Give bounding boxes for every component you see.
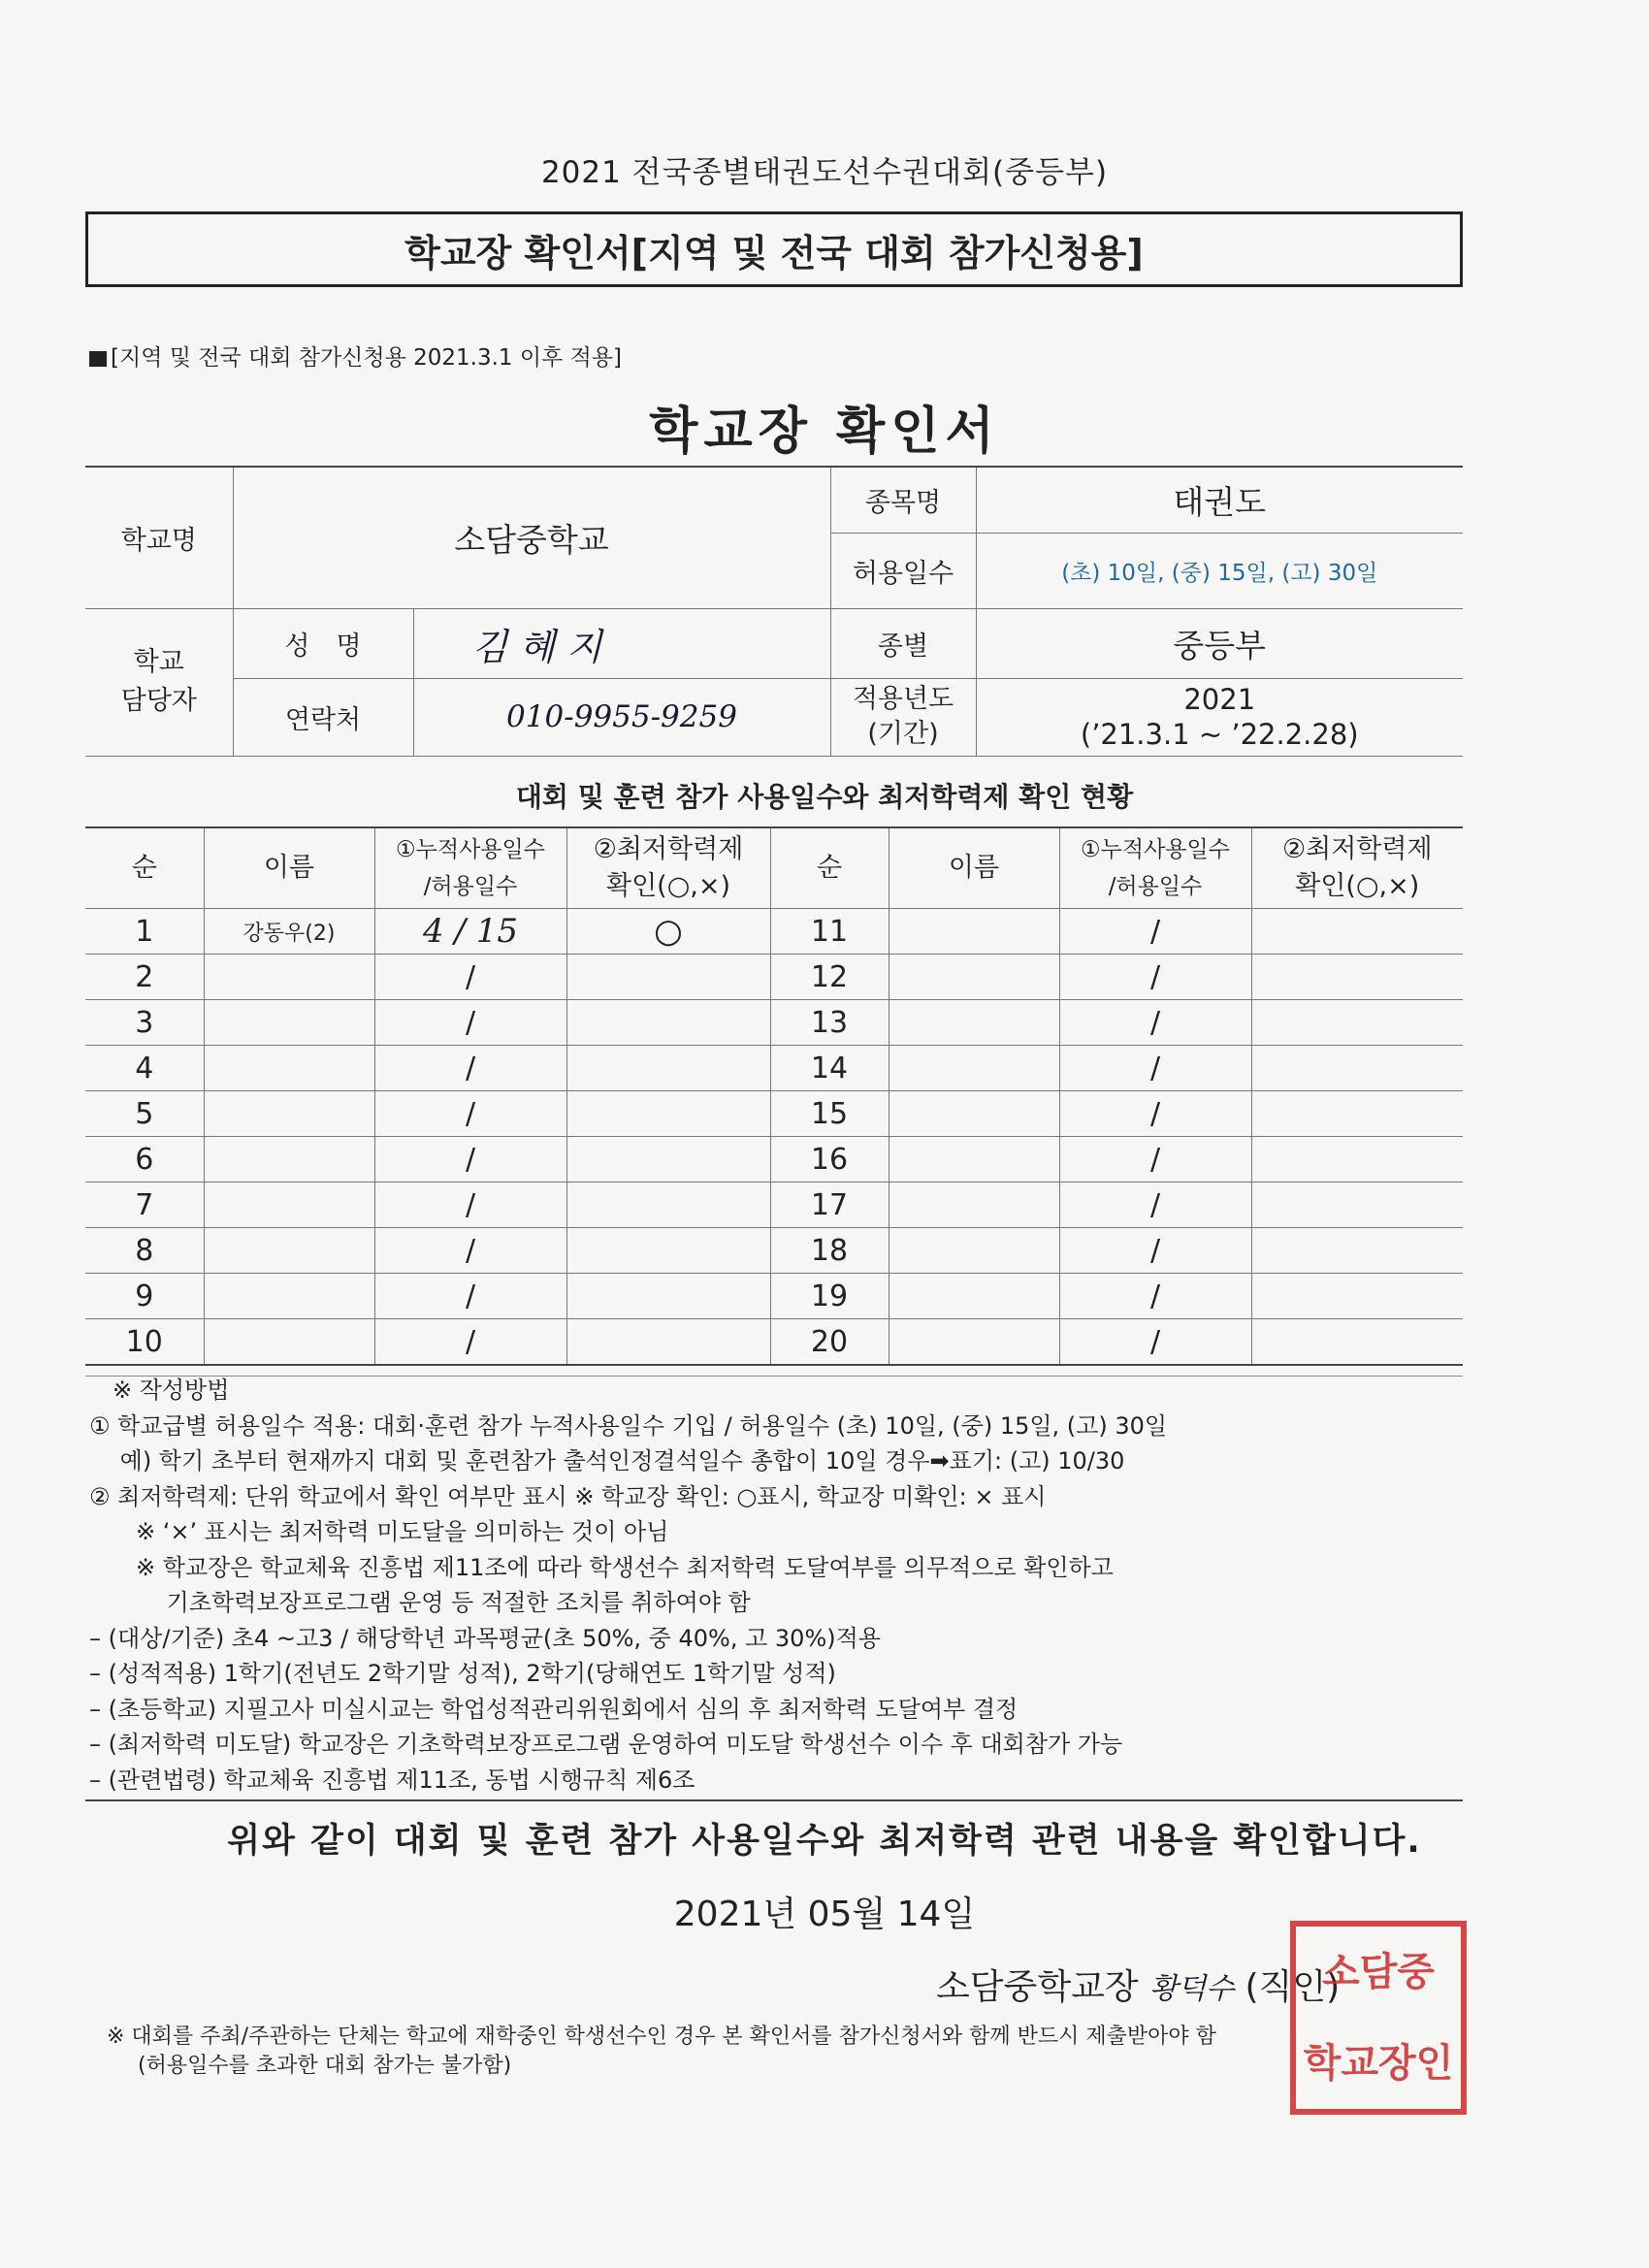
row-check [1251,1137,1463,1183]
row-days: / [374,955,566,1000]
year-value: 2021 [1183,683,1256,716]
contact-label: 연락처 [233,678,413,756]
instruction-line: – (관련법령) 학교체육 진흥법 제11조, 동법 시행규칙 제6조 [89,1766,695,1794]
instruction-line: ※ ‘×’ 표시는 최저학력 미도달을 의미하는 것이 아님 [89,1518,669,1545]
instructions [89,1373,1467,1798]
row-name [204,1274,374,1319]
confirm-statement: 위와 같이 대회 및 훈련 참가 사용일수와 최저학력 관련 내용을 확인합니다. [227,1822,1422,1861]
row-check [1251,1183,1463,1228]
row-check [566,1091,770,1137]
row-check [566,1274,770,1319]
applicability-note [89,340,622,372]
row-days: / [1059,1183,1251,1228]
row-name [889,909,1059,955]
row-days: / [374,1228,566,1274]
row-days: / [1059,1091,1251,1137]
row-name [204,1319,374,1366]
row-no: 17 [770,1183,889,1228]
row-no: 16 [770,1137,889,1183]
footer-line-1: ※ 대회를 주최/주관하는 단체는 학교에 재학중인 학생선수인 경우 본 확인서를 참가신청서와 함께 반드시 제출받아야 함 [107,2025,1216,2049]
banner-title: 학교장 확인서[지역 및 전국 대회 참가신청용] [85,211,1463,287]
instruction-line: 예) 학기 초부터 현재까지 대회 및 훈련참가 출석인정결석일수 총합이 10일 경우➡표기: (고) 10/30 [89,1447,1125,1474]
col-no-right: 순 [770,827,889,909]
row-no: 5 [85,1091,204,1137]
row-no: 18 [770,1228,889,1274]
row-check [1251,1000,1463,1046]
row-days: / [374,1046,566,1091]
row-check [1251,1046,1463,1091]
row-days: / [374,1319,566,1366]
info-table [85,466,1463,757]
row-name [204,1137,374,1183]
row-days: / [1059,909,1251,955]
row-no: 9 [85,1274,204,1319]
row-check [1251,1274,1463,1319]
row-no: 3 [85,1000,204,1046]
row-name [889,1274,1059,1319]
signature: 황덕수 [1149,1972,1235,2006]
sport-value: 태권도 [976,467,1463,533]
seal-row-1: 소담중 [1322,1950,1435,1994]
instruction-line: – (최저학력 미도달) 학교장은 기초학력보장프로그램 운영하여 미도달 학생선수 이수 후 대회참가 가능 [89,1731,1123,1758]
col-check-right: ②최저학력제 확인(○,×) [1251,827,1463,909]
row-check [566,1319,770,1366]
contact-value: 010-9955-9259 [413,678,830,756]
row-no: 7 [85,1183,204,1228]
table-row [85,1274,1463,1319]
row-no: 10 [85,1319,204,1366]
row-days: / [1059,1319,1251,1366]
row-days: / [374,1183,566,1228]
table-row [85,909,1463,955]
row-no: 13 [770,1000,889,1046]
row-no: 1 [85,909,204,955]
row-check [566,1137,770,1183]
row-no: 20 [770,1319,889,1366]
row-days: / [1059,1000,1251,1046]
col-name-right: 이름 [889,827,1059,909]
signer-line [936,1960,1340,2009]
row-name [204,1183,374,1228]
status-title: 대회 및 훈련 참가 사용일수와 최저학력제 확인 현황 [515,781,1134,813]
official-seal-stamp [1290,1921,1467,2115]
row-check [566,1046,770,1091]
row-no: 4 [85,1046,204,1091]
table-row [85,1228,1463,1274]
col-days-right: ①누적사용일수 /허용일수 [1059,827,1251,909]
row-check [1251,1091,1463,1137]
row-name [889,955,1059,1000]
category-label: 종별 [830,608,976,678]
row-days: / [1059,1228,1251,1274]
table-row [85,1046,1463,1091]
footer-note [107,2023,1494,2086]
year-period: (’21.3.1 ~ ’22.2.28) [1080,718,1359,751]
row-name [889,1091,1059,1137]
row-days: / [1059,1137,1251,1183]
row-check [566,1183,770,1228]
row-name [889,1046,1059,1091]
row-name [889,1228,1059,1274]
square-bullet-icon [89,351,107,367]
school-value: 소담중학교 [233,467,830,608]
row-name [889,1183,1059,1228]
instruction-line: ※ 학교장은 학교체육 진흥법 제11조에 따라 학생선수 최저학력 도달여부를 의무적으로 확인하고 [89,1553,1114,1581]
row-days: / [374,1091,566,1137]
row-no: 8 [85,1228,204,1274]
instruction-line: – (대상/기준) 초4 ~고3 / 해당학년 과목평균(초 50%, 중 40%, 고 30%)적용 [89,1624,881,1652]
divider [85,1799,1463,1801]
name-label: 성 명 [233,608,413,678]
row-check [1251,955,1463,1000]
confirm-date: 2021년 05월 14일 [673,1895,976,1934]
status-rows [85,909,1463,1366]
allow-days-label: 허용일수 [830,533,976,608]
col-no: 순 [85,827,204,909]
row-name: 강동우(2) [204,909,374,955]
table-row [85,1091,1463,1137]
col-check: ②최저학력제 확인(○,×) [566,827,770,909]
row-check [566,955,770,1000]
row-no: 19 [770,1274,889,1319]
row-days: / [1059,1046,1251,1091]
year-cell [976,678,1463,756]
event-title: 2021 전국종별태권도선수권대회(중등부) [540,155,1109,190]
row-name [889,1000,1059,1046]
col-days: ①누적사용일수 /허용일수 [374,827,566,909]
row-check [1251,909,1463,955]
row-no: 11 [770,909,889,955]
status-table [85,826,1463,1366]
school-label: 학교명 [85,467,233,608]
row-no: 2 [85,955,204,1000]
row-no: 6 [85,1137,204,1183]
footer-line-2: (허용일수를 초과한 대회 참가는 불가함) [138,2054,512,2078]
seal-row-2: 학교장인 [1303,2041,1454,2086]
instruction-line: – (성적적용) 1학기(전년도 2학기말 성적), 2학기(당해연도 1학기말 성적) [89,1660,836,1687]
signer-title: 소담중학교장 [936,1967,1139,2007]
row-check [1251,1228,1463,1274]
instruction-line: – (초등학교) 지필고사 미실시교는 학업성적관리위원회에서 심의 후 최저학력 도달여부 결정 [89,1695,1018,1723]
col-name: 이름 [204,827,374,909]
row-days: / [1059,1274,1251,1319]
table-row [85,1319,1463,1366]
row-name [889,1319,1059,1366]
instruction-line: 기초학력보장프로그램 운영 등 적절한 조치를 취하여야 함 [89,1589,751,1616]
instruction-line: ※ 작성방법 [89,1377,230,1404]
table-row [85,1137,1463,1183]
instruction-line: ② 최저학력제: 단위 학교에서 확인 여부만 표시 ※ 학교장 확인: ○표시, 학교장 미확인: × 표시 [89,1482,1047,1510]
row-no: 12 [770,955,889,1000]
row-name [204,1228,374,1274]
year-label: 적용년도 (기간) [830,678,976,756]
table-row [85,955,1463,1000]
row-name [889,1137,1059,1183]
manager-name-value: 김 혜 지 [413,608,830,678]
row-name [204,1000,374,1046]
row-days: / [1059,955,1251,1000]
row-no: 14 [770,1046,889,1091]
sport-label: 종목명 [830,467,976,533]
row-name [204,1046,374,1091]
row-days: 4 / 15 [374,909,566,955]
instruction-line: ① 학교급별 허용일수 적용: 대회·훈련 참가 누적사용일수 기입 / 허용일수 (초) 10일, (중) 15일, (고) 30일 [89,1411,1168,1440]
row-check [1251,1319,1463,1366]
applicability-note-text: [지역 및 전국 대회 참가신청용 2021.3.1 이후 적용] [111,345,623,371]
row-check [566,1228,770,1274]
row-check [566,1000,770,1046]
row-days: / [374,1137,566,1183]
row-days: / [374,1274,566,1319]
manager-label: 학교 담당자 [85,608,233,756]
row-check: ○ [566,909,770,955]
document-title: 학교장 확인서 [649,403,1000,461]
row-no: 15 [770,1091,889,1137]
table-row [85,1183,1463,1228]
table-row [85,1000,1463,1046]
allow-days-value: (초) 10일, (중) 15일, (고) 30일 [976,533,1463,608]
row-days: / [374,1000,566,1046]
seal-label: (직인) [1245,1967,1341,2007]
row-name [204,955,374,1000]
row-name [204,1091,374,1137]
category-value: 중등부 [976,608,1463,678]
